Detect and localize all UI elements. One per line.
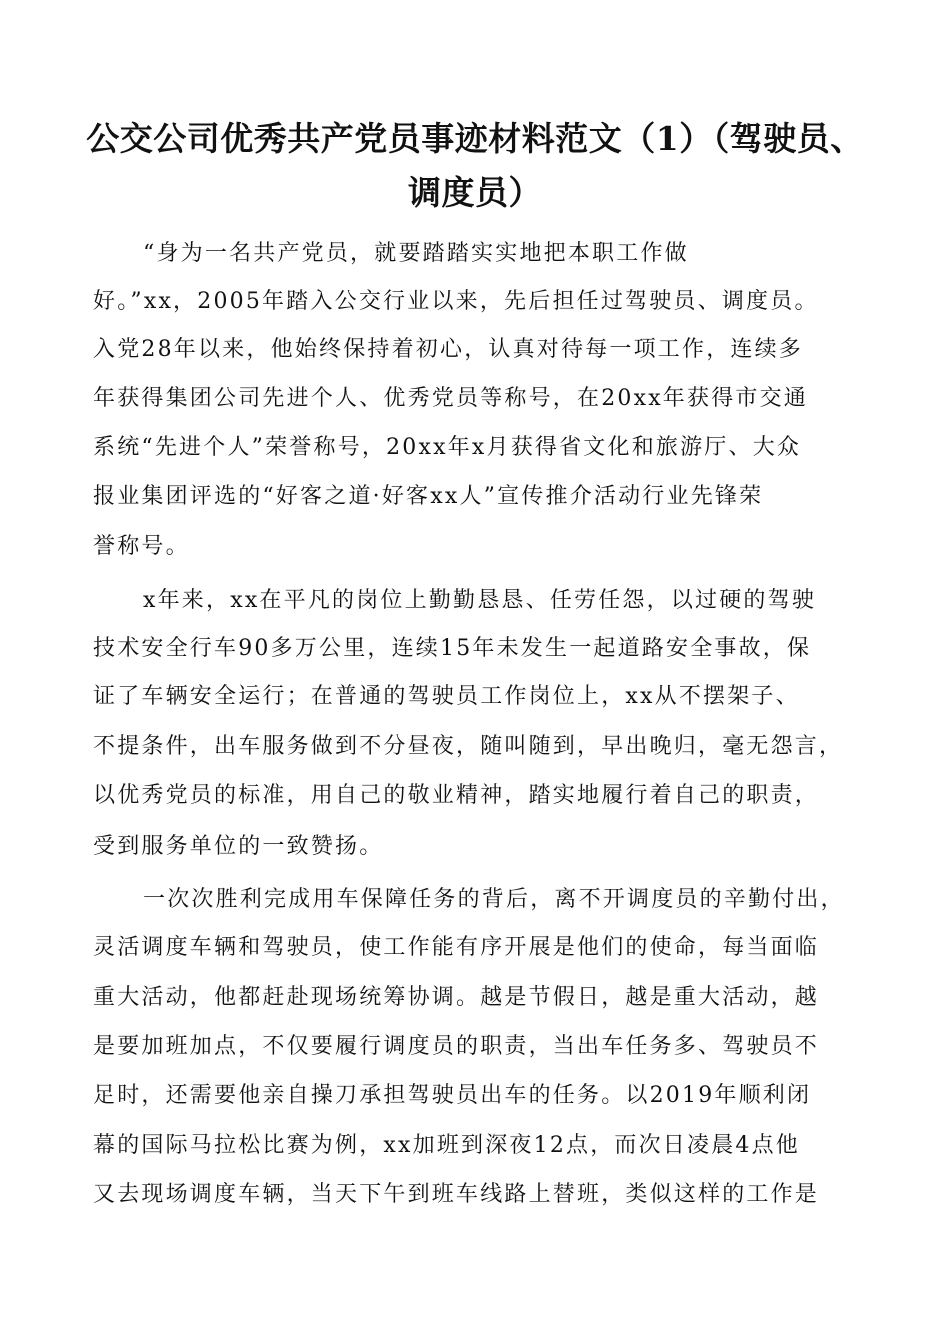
paragraph-line: 又去现场调度车辆，当天下午到班车线路上替班，类似这样的工作是: [93, 1182, 820, 1207]
paragraph-line: “身为一名共产党员，就要踏踏实实地把本职工作做: [143, 241, 689, 266]
paragraph-line: 报业集团评选的“好客之道·好客xx人”宣传推介活动行业先锋荣: [93, 484, 764, 509]
paragraph-line: 好。”xx，2005年踏入公交行业以来，先后担任过驾驶员、调度员。: [93, 289, 819, 314]
paragraph-line: 受到服务单位的一致赞扬。: [93, 834, 384, 859]
document-title: 公交公司优秀共产党员事迹材料范文（1）（驾驶员、调度员）: [86, 119, 864, 212]
paragraph-line: 重大活动，他都赶赴现场统筹协调。越是节假日，越是重大活动，越: [93, 985, 820, 1010]
paragraph-line: 是要加班加点，不仅要履行调度员的职责，当出车任务多、驾驶员不: [93, 1034, 820, 1059]
paragraph-line: 以优秀党员的标准，用自己的敬业精神，踏实地履行着自己的职责，: [93, 783, 820, 808]
paragraph-line: 誉称号。: [93, 534, 190, 559]
paragraph-line: 证了车辆安全运行；在普通的驾驶员工作岗位上，xx从不摆架子、: [93, 684, 800, 709]
paragraph-line: 不提条件，出车服务做到不分昼夜，随叫随到，早出晚归，毫无怨言，: [93, 734, 844, 759]
paragraph-line: 入党28年以来，他始终保持着初心，认真对待每一项工作，连续多: [93, 337, 803, 362]
paragraph-line: 一次次胜利完成用车保障任务的背后，离不开调度员的辛勤付出，: [143, 887, 845, 912]
paragraph-line: 技术安全行车90多万公里，连续15年未发生一起道路安全事故，保: [93, 636, 812, 661]
paragraph-line: 足时，还需要他亲自操刀承担驾驶员出车的任务。以2019年顺利闭: [93, 1083, 812, 1108]
paragraph-line: 灵活调度车辆和驾驶员，使工作能有序开展是他们的使命，每当面临: [93, 935, 820, 960]
paragraph-line: 年获得集团公司先进个人、优秀党员等称号，在20xx年获得市交通: [93, 386, 809, 411]
paragraph-line: 系统“先进个人”荣誉称号，20xx年x月获得省文化和旅游厅、大众: [93, 435, 802, 460]
paragraph-line: x年来，xx在平凡的岗位上勤勤恳恳、任劳任怨，以过硬的驾驶: [143, 588, 817, 613]
paragraph-line: 幕的国际马拉松比赛为例，xx加班到深夜12点，而次日凌晨4点他: [93, 1133, 801, 1158]
